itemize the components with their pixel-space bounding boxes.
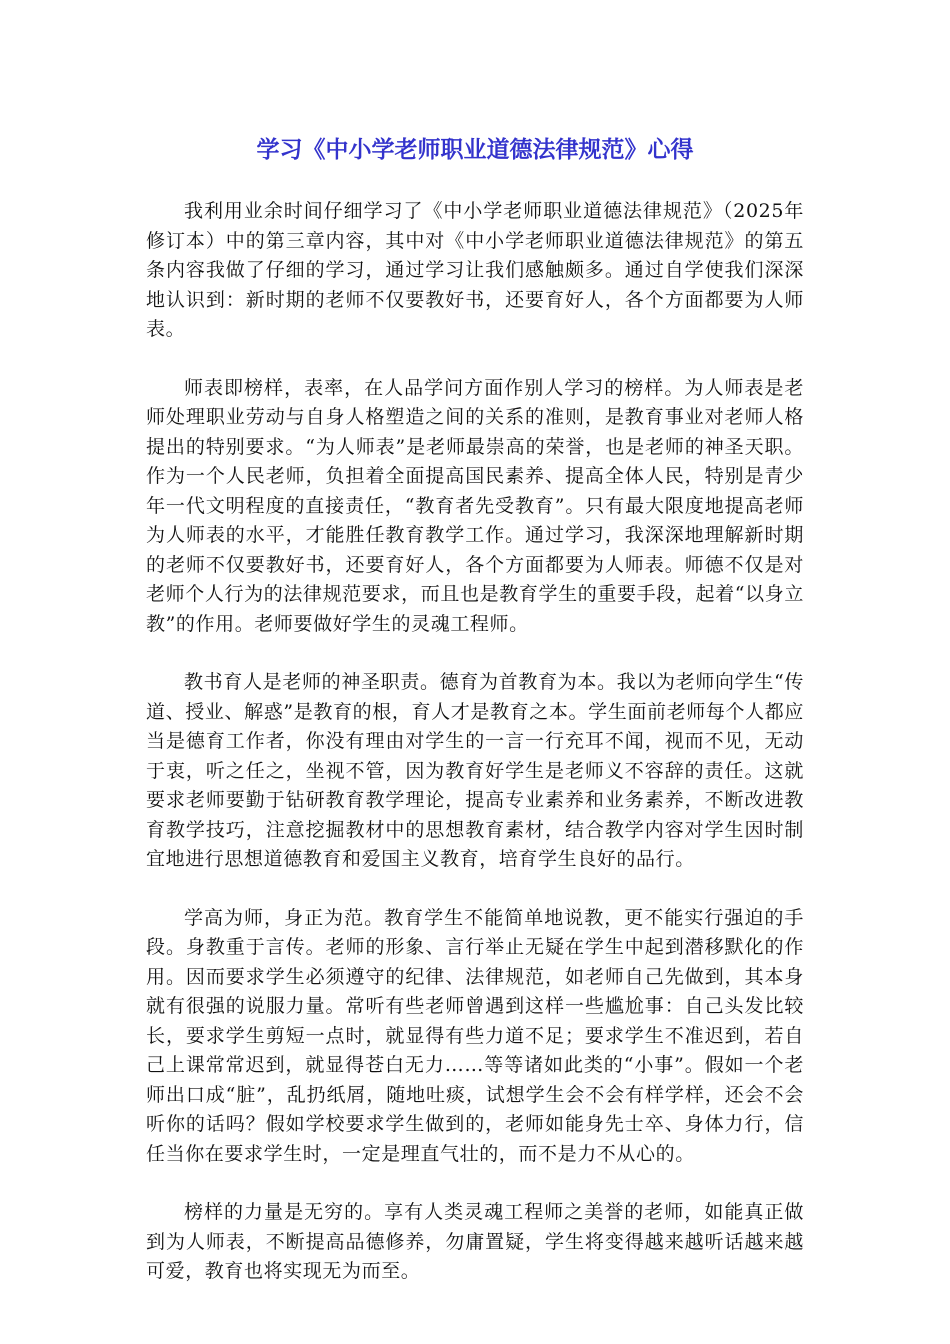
- paragraph-2: 师表即榜样，表率，在人品学问方面作别人学习的榜样。为人师表是老师处理职业劳动与自身人格塑造之间的关系的准则，是教育事业对老师人格提出的特别要求。“为人师表”是老师最崇高的荣誉，也是老师的神圣天职。作为一个人民老师，负担着全面提高国民素养、提高全体人民，特别是青少年一代文明程度的直接责任，“教育者先受教育”。只有最大限度地提高老师为人师表的水平，才能胜任教育教学工作。通过学习，我深深地理解新时期的老师不仅要教好书，还要育好人，各个方面都要为人师表。师德不仅是对老师个人行为的法律规范要求，而且也是教育学生的重要手段，起着“以身立教”的作用。老师要做好学生的灵魂工程师。: [146, 376, 804, 635]
- paragraph-3: 教书育人是老师的神圣职责。德育为首教育为本。我以为老师向学生“传道、授业、解惑”是教育的根，育人才是教育之本。学生面前老师每个人都应当是德育工作者，你没有理由对学生的一言一行充耳不闻，视而不见，无动于衷，听之任之，坐视不管，因为教育好学生是老师义不容辞的责任。这就要求老师要勤于钻研教育教学理论，提高专业素养和业务素养，不断改进教育教学技巧，注意挖掘教材中的思想教育素材，结合教学内容对学生因时制宜地进行思想道德教育和爱国主义教育，培育学生良好的品行。: [146, 671, 804, 870]
- document-title: 学习《中小学老师职业道德法律规范》心得: [256, 137, 694, 163]
- paragraph-5: 榜样的力量是无穷的。享有人类灵魂工程师之美誉的老师，如能真正做到为人师表，不断提高品德修养，勿庸置疑，学生将变得越来越听话越来越可爱，教育也将实现无为而至。: [146, 1201, 804, 1282]
- paragraph-1: 我利用业余时间仔细学习了《中小学老师职业道德法律规范》（2025年修订本）中的第三章内容，其中对《中小学老师职业道德法律规范》的第五条内容我做了仔细的学习，通过学习让我们感触颇多。通过自学使我们深深地认识到：新时期的老师不仅要教好书，还要育好人，各个方面都要为人师表。: [146, 200, 804, 340]
- paragraph-4: 学高为师，身正为范。教育学生不能简单地说教，更不能实行强迫的手段。身教重于言传。老师的形象、言行举止无疑在学生中起到潜移默化的作用。因而要求学生必须遵守的纪律、法律规范，如老师自己先做到，其本身就有很强的说服力量。常听有些老师曾遇到这样一些尴尬事：自己头发比较长，要求学生剪短一点时，就显得有些力道不足；要求学生不准迟到，若自己上课常常迟到，就显得苍白无力……等等诸如此类的“小事”。假如一个老师出口成“脏”，乱扔纸屑，随地吐痰，试想学生会不会有样学样，还会不会听你的话吗？假如学校要求学生做到的，老师如能身先士卒、身体力行，信任当你在要求学生时，一定是理直气壮的，而不是力不从心的。: [146, 906, 804, 1165]
- document-body: [146, 197, 804, 1316]
